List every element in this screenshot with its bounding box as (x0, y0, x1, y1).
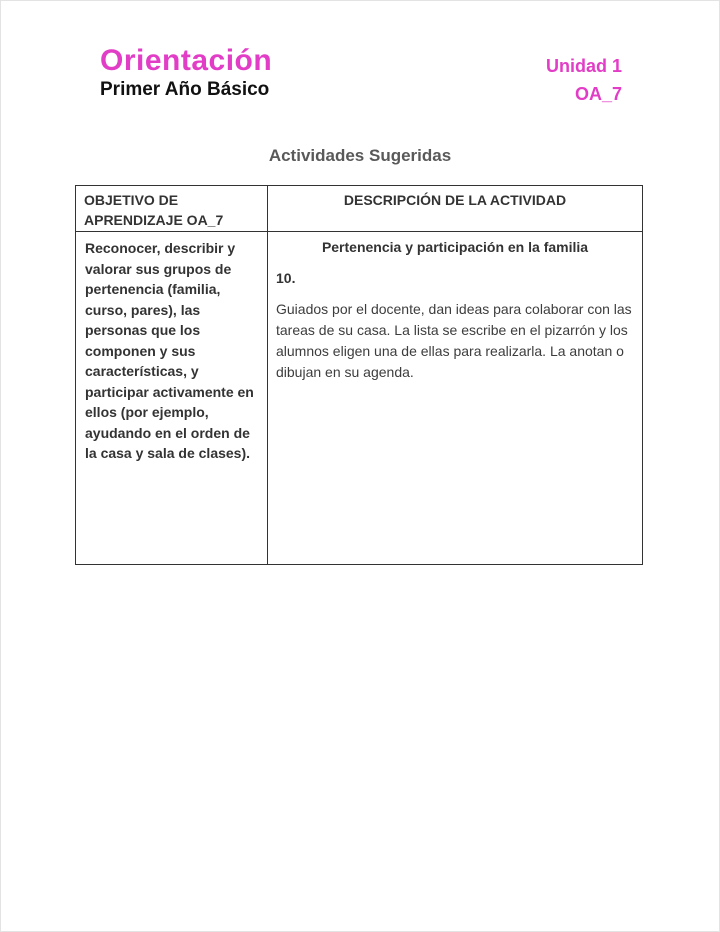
grade-subtitle: Primer Año Básico (100, 79, 270, 100)
document-header-left (100, 44, 272, 102)
table-header-description: DESCRIPCIÓN DE LA ACTIVIDAD (268, 186, 642, 232)
section-title: Actividades Sugeridas (268, 146, 452, 165)
unit-label: Unidad 1 (545, 56, 622, 76)
activity-description-cell (268, 232, 642, 564)
objective-text-cell: Reconocer, describir y valorar sus grupos de pertenencia (familia, curso, pares), las personas que los componen y sus características, y participar activamente en ellos (por ejemplo, ayudando en el orden de la casa y sala de clases). (76, 232, 268, 564)
oa-code-label: OA_7 (574, 84, 622, 104)
activity-number: 10. (276, 270, 296, 286)
document-header-right (546, 52, 622, 108)
table-header-objective: OBJETIVO DE APRENDIZAJE OA_7 (76, 186, 268, 232)
activity-paragraph: Guiados por el docente, dan ideas para colaborar con las tareas de su casa. La lista se escribe en el pizarrón y los alumnos eligen una de ellas para realizarla. La anotan o dibujan en su agenda. (276, 301, 632, 380)
subject-title: Orientación (100, 44, 273, 77)
activity-heading: Pertenencia y participación en la familia (321, 239, 589, 255)
activity-table (75, 185, 643, 565)
